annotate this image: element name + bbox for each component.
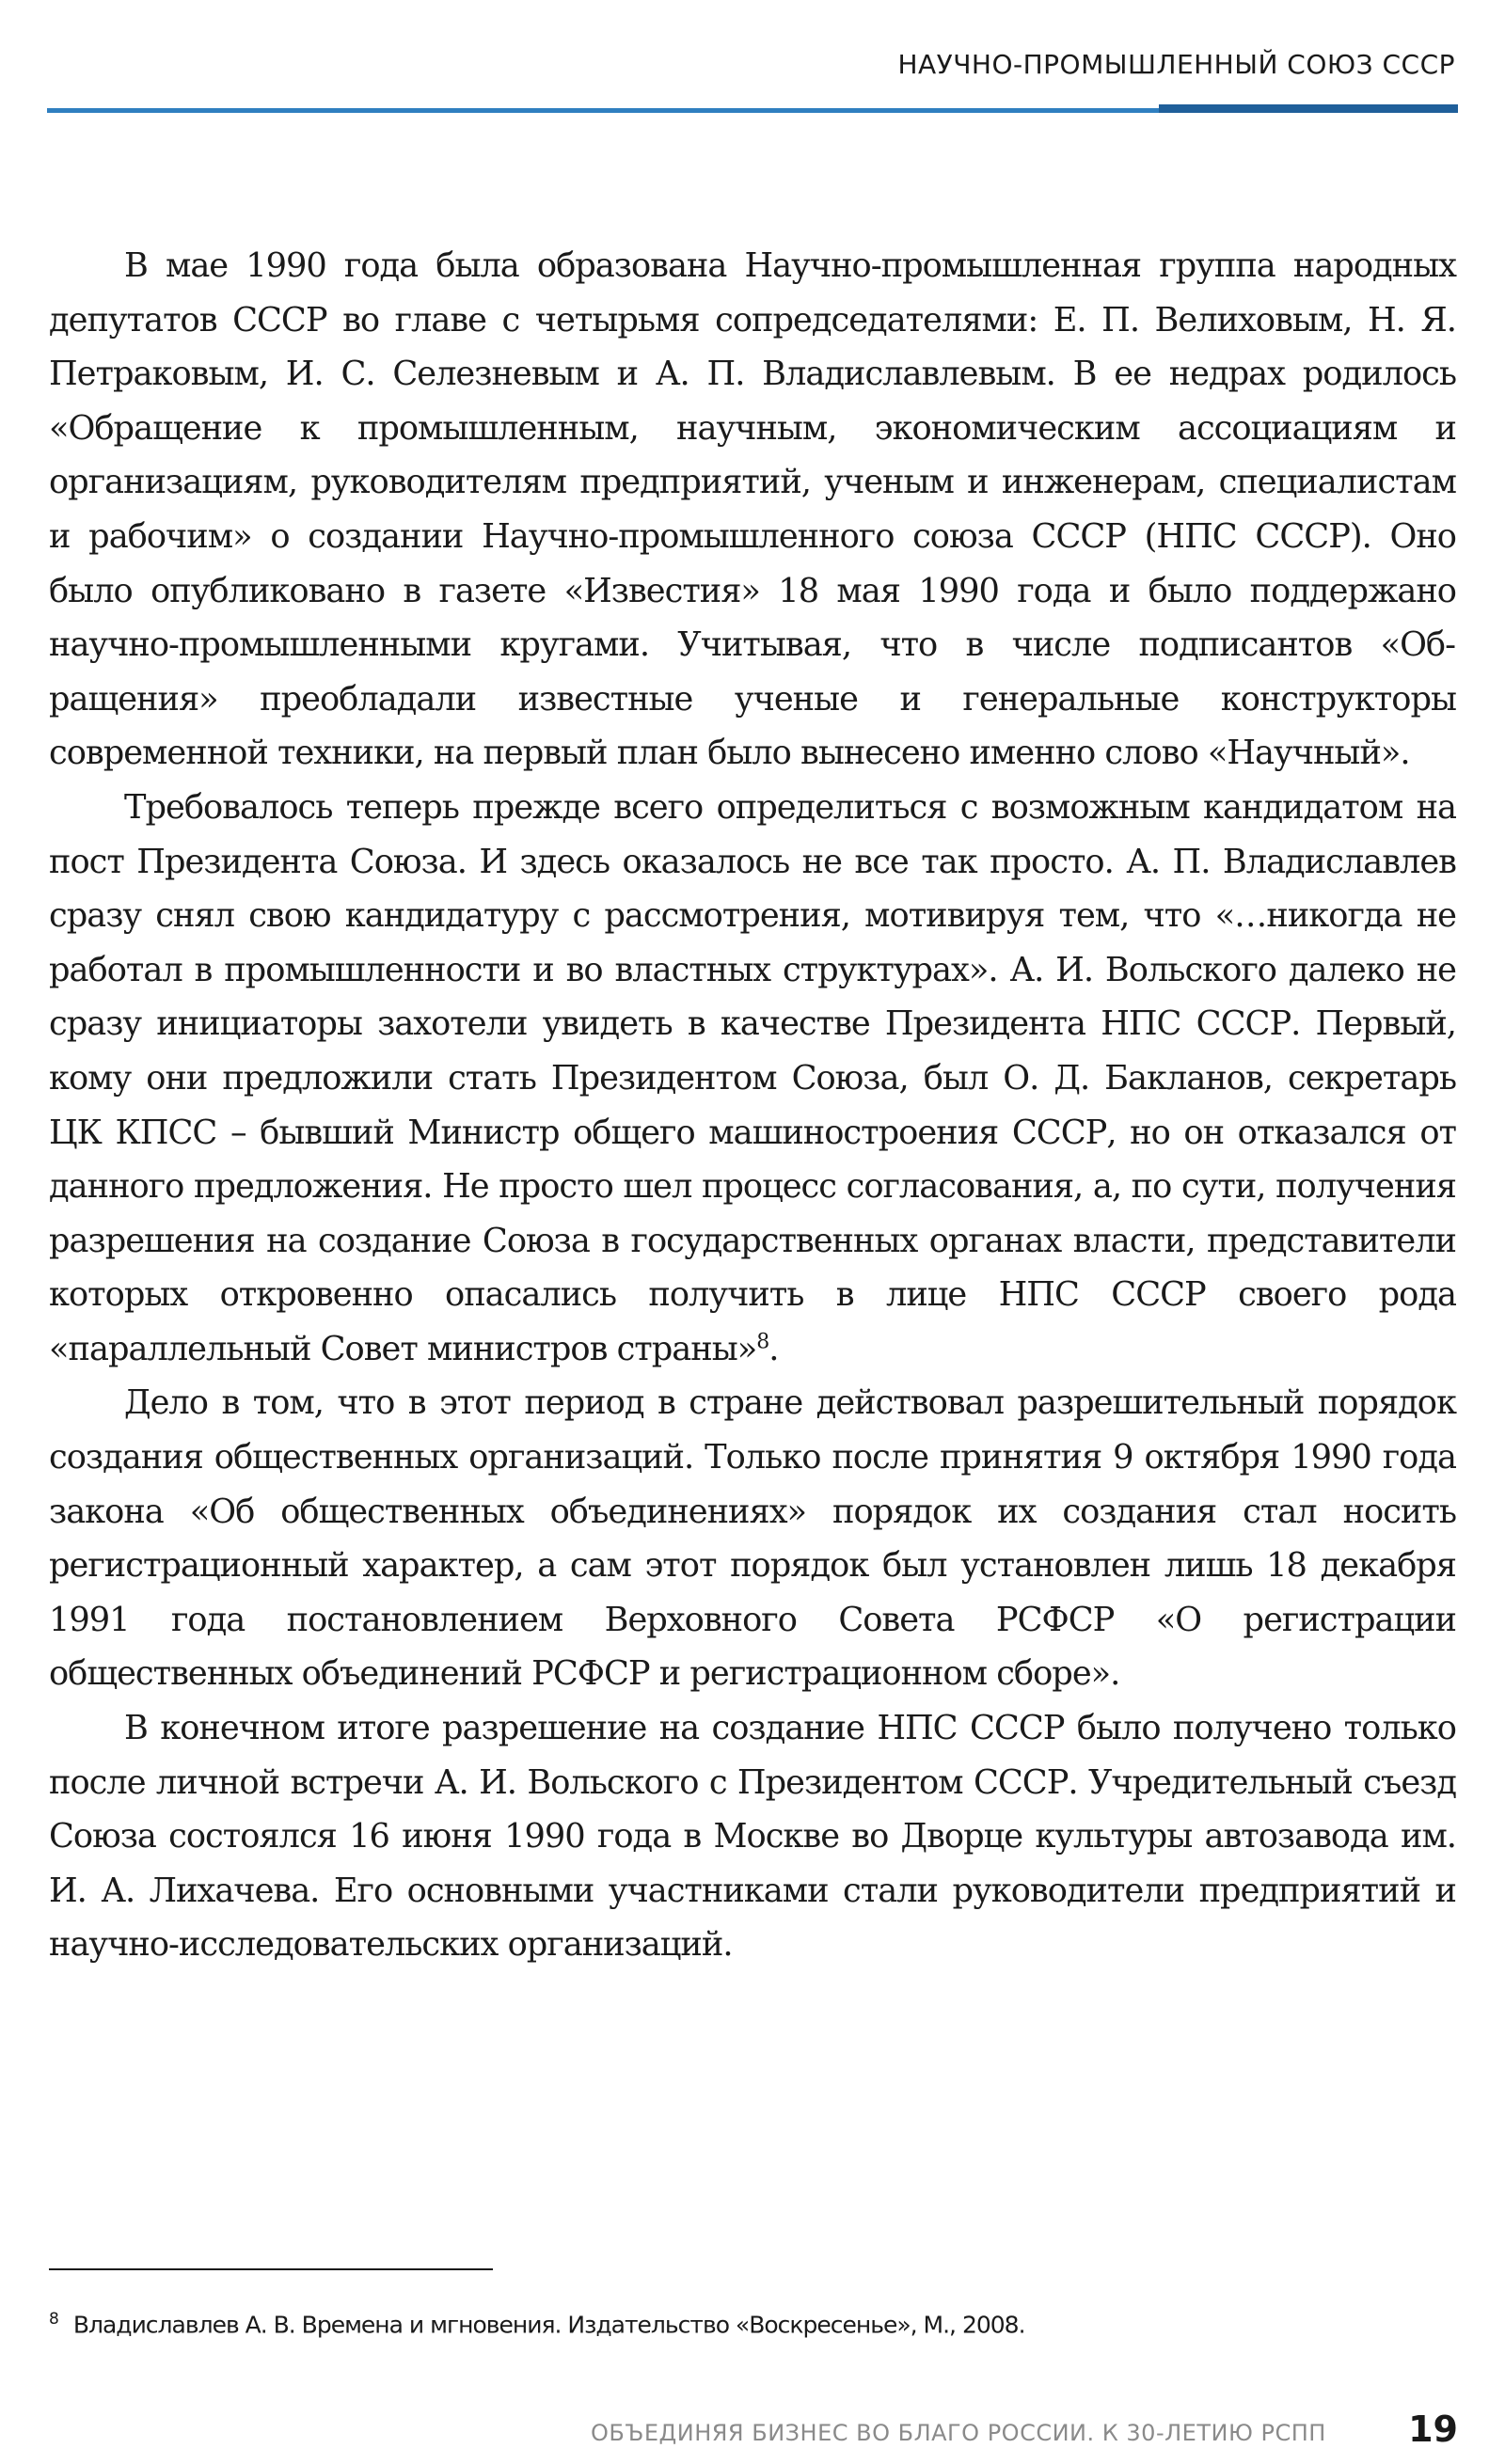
paragraph-tail: . (768, 1329, 779, 1368)
footnote-rule (49, 2268, 493, 2270)
header-rule-accent (1159, 104, 1458, 113)
paragraph: Дело в том, что в этот период в стране действовал разрешительный порядок создания общественных организаций. Только после принятия 9 октября 1990 года закона «Об общественных объединениях» порядок их создания стал носить регистрационный характер, а сам этот порядок был установлен лишь 18 декабря 1991 года постановлением Верховного Совета РСФСР «О регистрации общественных объединений РСФСР и регистрационном сборе». (49, 1383, 1456, 1694)
running-footer: ОБЪЕДИНЯЯ БИЗНЕС ВО БЛАГО РОССИИ. К 30-ЛЕТИЮ РСПП (591, 2420, 1326, 2446)
footnote-reference[interactable]: 8 (756, 1330, 769, 1354)
paragraph (49, 781, 1456, 1377)
running-header: НАУЧНО-ПРОМЫШЛЕННЫЙ СОЮЗ СССР (897, 49, 1455, 80)
paragraph: В мае 1990 года была образована Научно-промышленная группа народных депутатов СССР во главе с четырьмя сопредседателями: Е. П. Велиховым, Н. Я. Петраковым, И. С. Селезневым и А. П. Владиславлевым. В ее недрах родилось «Обращение к промышленным, научным, экономическим ассоциациям и организациям, руководителям предприятий, ученым и инженерам, специалистам и рабочим» о создании Научно-промышленного союза СССР (НПС СССР). Оно было опубликовано в газете «Известия» 18 мая 1990 года и было поддержано научно-промышленными кругами. Учитывая, что в числе подписантов «Обращения» преобладали известные ученые и генеральные конструкторы современной техники, на первый план было вынесено именно слово «Научный». (49, 246, 1456, 773)
footnote (49, 2310, 1460, 2338)
footnote-number: 8 (49, 2310, 58, 2329)
paragraph-text: Требовалось теперь прежде всего определиться с возможным кандидатом на пост Президента Союза. И здесь оказалось не все так просто. А. П. Владиславлев сразу снял свою кандидатуру с рассмотрения, мотивируя тем, что «…никогда не работал в промышленности и во властных структурах». А. И. Вольского далеко не сразу инициаторы захотели увидеть в качестве Президента НПС СССР. Первый, кому они предложили стать Президентом Союза, был О. Д. Бакланов, секретарь ЦК КПСС – бывший Министр общего машиностроения СССР, но он отказался от данного предложения. Не просто шел процесс согласования, а, по сути, получения разрешения на создание Союза в государственных органах власти, представители которых откровенно опасались получить в лице НПС СССР своего рода «параллельный Совет министров страны» (49, 787, 1456, 1368)
main-text (49, 239, 1456, 1972)
footnote-text: Владиславлев А. В. Времена и мгновения. Издательство «Воскресенье», М., 2008. (72, 2311, 1025, 2339)
page-number: 19 (1408, 2409, 1458, 2450)
paragraph: В конечном итоге разрешение на создание НПС СССР было получено только после личной встречи А. И. Вольского с Президентом СССР. Учредительный съезд Союза состоялся 16 июня 1990 года в Москве во Дворце культуры автозавода им. И. А. Лихачева. Его основными участниками стали руководители предприятий и научно-исследовательских организаций. (49, 1709, 1456, 1965)
